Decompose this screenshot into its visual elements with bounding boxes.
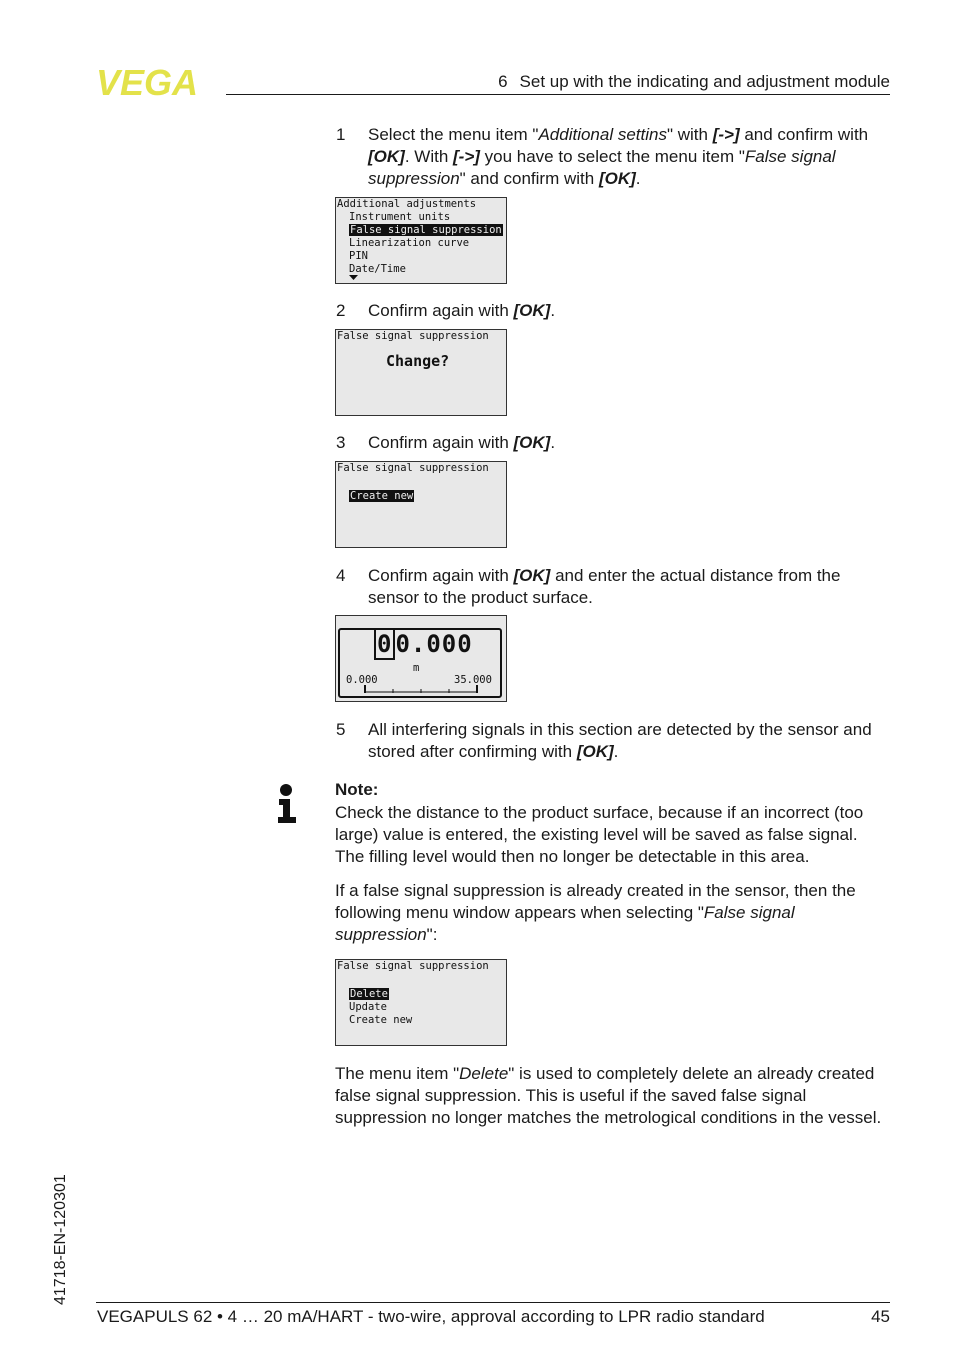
page-number: 45	[871, 1307, 890, 1326]
footer-rule	[96, 1302, 890, 1303]
lcd-additional-adjustments	[335, 197, 507, 284]
header-title	[498, 72, 890, 92]
header-rule	[226, 94, 890, 95]
document-code: 41718-EN-120301	[52, 1174, 69, 1305]
note-body: Check the distance to the product surface, because if an incorrect (too large) value is entered, the existing level will be saved as false signal. The filling level would then no longer be detectable in this area.	[335, 803, 864, 866]
lcd-create-new	[335, 461, 507, 548]
menu-item: Instrument units	[349, 211, 451, 223]
menu-item: Update	[349, 1001, 387, 1013]
range-scale	[364, 684, 478, 694]
step-3: 3 Confirm again with [OK].	[336, 432, 890, 454]
menu-item-selected: False signal suppression	[350, 224, 502, 236]
lcd-suppression-options	[335, 959, 507, 1046]
footer-text: VEGAPULS 62 • 4 … 20 mA/HART - two-wire, approval according to LPR radio standard	[97, 1307, 765, 1326]
section-number: 6	[498, 72, 508, 91]
menu-item: PIN	[349, 250, 368, 262]
scroll-down-icon	[349, 275, 359, 281]
lcd-title: False signal suppression	[337, 960, 489, 972]
step-2-text: Confirm again with [OK].	[368, 301, 556, 320]
step-3-text: Confirm again with [OK].	[368, 433, 556, 452]
step-1: 1 Select the menu item "Additional settins" with [->] and confirm with [OK]. With [->] you have to select the menu item "False signal suppression" and confirm with [OK].	[336, 124, 890, 190]
svg-text:VEGA: VEGA	[96, 66, 199, 98]
step-5: 5 All interfering signals in this section are detected by the sensor and stored after confirming with [OK].	[336, 719, 890, 763]
lcd-title: False signal suppression	[337, 330, 489, 342]
info-icon	[276, 784, 298, 824]
lcd-change-prompt	[335, 329, 507, 416]
menu-item: Linearization curve	[349, 237, 470, 249]
range-max: 35.000	[454, 674, 492, 686]
menu-item: Create new	[349, 1014, 413, 1026]
step-5-text: All interfering signals in this section are detected by the sensor and stored after confirming with [OK].	[368, 720, 872, 761]
range-min: 0.000	[346, 674, 378, 686]
step-4-text: Confirm again with [OK] and enter the actual distance from the sensor to the product surface.	[368, 566, 841, 607]
menu-item: Date/Time	[349, 263, 406, 275]
vega-logo	[96, 66, 220, 98]
distance-value: 0 0.000	[374, 630, 473, 658]
lcd-distance-entry	[335, 615, 507, 702]
step-2: 2 Confirm again with [OK].	[336, 300, 890, 322]
step-1-text: Select the menu item "Additional settins" with [->] and confirm with [OK]. With [->] you have to select the menu item "False signal suppression" and confirm with [OK].	[368, 125, 869, 188]
menu-item-selected: Delete	[350, 988, 388, 1000]
note-heading: Note:	[335, 780, 379, 799]
change-prompt: Change?	[386, 352, 450, 370]
cursor-digit: 0	[374, 628, 395, 660]
paragraph-delete: The menu item "Delete" is used to completely delete an already created false signal suppression. This is useful if the saved false signal suppression no longer matches the metrological conditions in the vessel.	[335, 1064, 882, 1127]
step-4: 4 Confirm again with [OK] and enter the actual distance from the sensor to the product surface.	[336, 565, 890, 609]
lcd-title: False signal suppression	[337, 462, 489, 474]
section-title: Set up with the indicating and adjustment module	[519, 72, 890, 91]
unit-label: m	[413, 662, 420, 674]
lcd-title: Additional adjustments	[337, 198, 477, 210]
paragraph-existing-suppression: If a false signal suppression is already created in the sensor, then the following menu window appears when selecting "False signal suppression":	[335, 881, 856, 944]
menu-item-selected: Create new	[350, 490, 414, 502]
